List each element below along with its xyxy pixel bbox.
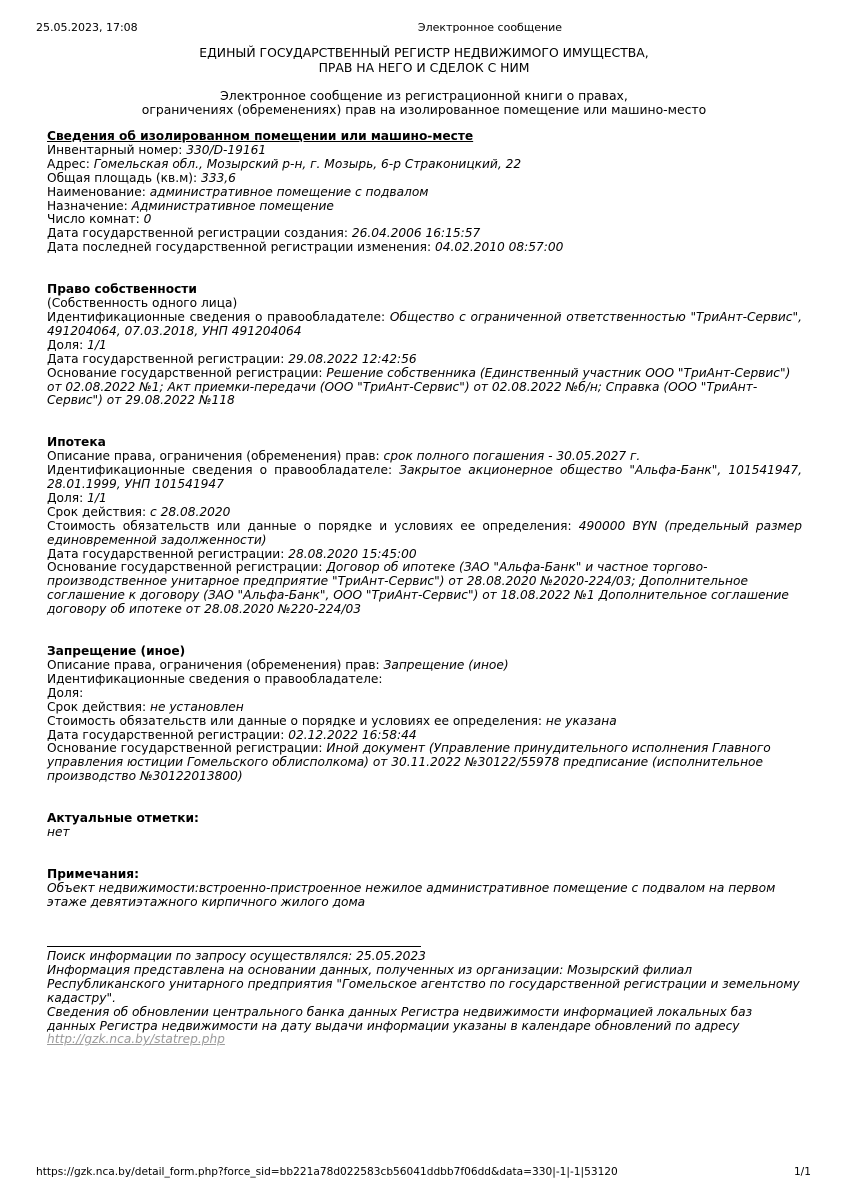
inventory-number-value: 330/D-19161 xyxy=(186,142,267,157)
document-title-line-2: ПРАВ НА НЕГО И СДЕЛОК С НИМ xyxy=(318,60,530,75)
mortgage-basis-label: Основание государственной регистрации: xyxy=(47,560,327,575)
change-date-value: 04.02.2010 08:57:00 xyxy=(434,240,564,255)
purpose-value: Административное помещение xyxy=(131,198,334,213)
document-subtitle-line-1: Электронное сообщение из регистрационной книги о правах, xyxy=(220,88,628,103)
ban-reg-date-label: Дата государственной регистрации: xyxy=(47,727,289,742)
mortgage-term-row xyxy=(47,506,802,520)
ban-desc-row xyxy=(47,659,802,673)
ownership-holder-value: Общество с ограниченной ответственностью "ТриАнт-Сервис", 491204064, 07.03.2018, УНП 491204064 xyxy=(47,309,802,338)
ban-cost-label: Стоимость обязательств или данные о порядке и условиях ее определения: xyxy=(47,713,546,728)
ban-reg-date-value: 02.12.2022 16:58:44 xyxy=(288,727,417,742)
marks-heading: Актуальные отметки: xyxy=(47,811,199,826)
document-subtitle xyxy=(0,89,848,117)
area-label: Общая площадь (кв.м): xyxy=(47,170,202,185)
mortgage-desc-row xyxy=(47,450,802,464)
name-row xyxy=(47,186,802,200)
purpose-label: Назначение: xyxy=(47,198,132,213)
notes-section xyxy=(47,868,802,910)
address-label: Адрес: xyxy=(47,156,94,171)
document-subtitle-line-2: ограничениях (обременениях) прав на изолированное помещение или машино-место xyxy=(141,102,707,117)
ban-term-label: Срок действия: xyxy=(47,699,150,714)
ownership-basis-label: Основание государственной регистрации: xyxy=(47,365,327,380)
document-title xyxy=(0,45,848,75)
inventory-number-row xyxy=(47,144,802,158)
ban-share-row: Доля: xyxy=(47,685,84,700)
document-content xyxy=(47,130,802,910)
mortgage-share-value: 1/1 xyxy=(87,490,107,505)
premises-heading: Сведения об изолированном помещении или машино-месте xyxy=(47,129,474,143)
ownership-basis-value: Решение собственника (Единственный участник ООО "ТриАнт-Сервис") от 02.08.2022 №1; Акт приемки-передачи (ООО "ТриАнт-Сервис") от 02.08.2022 №б/н; Справка (ООО "ТриАнт-Сервис") от 29.08.2022 №118 xyxy=(47,365,791,408)
mortgage-cost-value: 490000 BYN (предельный размер единовременной задолженности) xyxy=(47,518,802,547)
ownership-share-row xyxy=(47,339,802,353)
rooms-label: Число комнат: xyxy=(47,212,144,227)
ban-section xyxy=(47,645,802,784)
document-title-line-1: ЕДИНЫЙ ГОСУДАРСТВЕННЫЙ РЕГИСТР НЕДВИЖИМОГО ИМУЩЕСТВА, xyxy=(199,45,649,60)
mortgage-basis-row xyxy=(47,561,802,617)
footnote-source: Информация представлена на основании данных, полученных из организации: Мозырский филиал Республиканского унитарного предприятия "Гомельское агентство по государственной регистрации и земельному кадастру". xyxy=(47,962,800,1005)
footnote-divider xyxy=(47,946,421,947)
ownership-type: (Собственность одного лица) xyxy=(47,296,238,311)
rooms-row xyxy=(47,213,802,227)
mortgage-holder-row xyxy=(47,464,802,492)
premises-section xyxy=(47,130,802,255)
area-row xyxy=(47,172,802,186)
marks-value: нет xyxy=(47,825,70,840)
ownership-share-value: 1/1 xyxy=(87,337,107,352)
ban-cost-value: не указана xyxy=(545,713,617,728)
mortgage-desc-label: Описание права, ограничения (обременения) прав: xyxy=(47,449,384,464)
print-datetime: 25.05.2023, 17:08 xyxy=(36,21,138,34)
mortgage-cost-row xyxy=(47,520,802,548)
ban-heading: Запрещение (иное) xyxy=(47,644,186,659)
mortgage-holder-value: Закрытое акционерное общество "Альфа-Банк", 101541947, 28.01.1999, УНП 101541947 xyxy=(47,463,803,492)
mortgage-basis-value: Договор об ипотеке (ЗАО "Альфа-Банк" и частное торгово-производственное унитарное предприятие "ТриАнт-Сервис") от 28.08.2020 №2020-224/03; Дополнительное соглашение к договору (ЗАО "Альфа-Банк", ООО "ТриАнт-Сервис") от 18.08.2022 №1 Дополнительное соглашение договору об ипотеке от 28.08.2020 №220-224/03 xyxy=(47,560,789,617)
ownership-share-label: Доля: xyxy=(47,337,88,352)
mortgage-cost-label: Стоимость обязательств или данные о порядке и условиях ее определения: xyxy=(47,518,579,533)
ban-basis-row xyxy=(47,742,802,784)
mortgage-reg-date-row xyxy=(47,548,802,562)
ban-basis-value: Иной документ (Управление принудительного исполнения Главного управления юстиции Гомельского облисполкома) от 30.11.2022 №30122/55978 предписание (исполнительное производство №30122013800) xyxy=(47,741,771,784)
mortgage-holder-label: Идентификационные сведения о правообладателе: xyxy=(47,463,400,478)
notes-value: Объект недвижимости:встроенно-пристроенное нежилое административное помещение с подвалом на первом этаже девятиэтажного кирпичного жилого дома xyxy=(47,880,776,909)
change-date-label: Дата последней государственной регистрации изменения: xyxy=(47,240,435,255)
ownership-reg-date-label: Дата государственной регистрации: xyxy=(47,351,289,366)
print-footer-url: https://gzk.nca.by/detail_form.php?force_sid=bb221a78d022583cb56041ddbb7f06dd&data=330|-1|-1|53120 xyxy=(36,1166,618,1178)
mortgage-desc-value: срок полного погашения - 30.05.2027 г. xyxy=(383,449,641,464)
ban-holder-row: Идентификационные сведения о правообладателе: xyxy=(47,671,383,686)
change-date-row xyxy=(47,241,802,255)
name-label: Наименование: xyxy=(47,184,150,199)
mortgage-section xyxy=(47,436,802,617)
ban-basis-label: Основание государственной регистрации: xyxy=(47,741,327,756)
mortgage-share-label: Доля: xyxy=(47,490,88,505)
page-number: 1/1 xyxy=(793,1166,811,1178)
creation-date-label: Дата государственной регистрации создания: xyxy=(47,226,352,241)
inventory-number-label: Инвентарный номер: xyxy=(47,142,187,157)
mortgage-term-label: Срок действия: xyxy=(47,504,150,519)
ownership-section xyxy=(47,283,802,408)
rooms-value: 0 xyxy=(143,212,152,227)
notes-heading: Примечания: xyxy=(47,866,139,881)
address-row xyxy=(47,158,802,172)
area-value: 333,6 xyxy=(201,170,236,185)
ownership-reg-date-value: 29.08.2022 12:42:56 xyxy=(288,351,417,366)
marks-section xyxy=(47,812,802,840)
mortgage-heading: Ипотека xyxy=(47,435,106,450)
footnote-update-info: Сведения об обновлении центрального банка данных Регистра недвижимости информацией локальных баз данных Регистра недвижимости на дату выдачи информации указаны в календаре обновлений по адресу xyxy=(47,1004,753,1033)
footnote-search-date: Поиск информации по запросу осуществлялся: 25.05.2023 xyxy=(47,949,426,963)
ownership-reg-date-row xyxy=(47,353,802,367)
ownership-holder-label: Идентификационные сведения о правообладателе: xyxy=(47,309,390,324)
ban-term-row xyxy=(47,701,802,715)
ownership-basis-row xyxy=(47,367,802,409)
mortgage-share-row xyxy=(47,492,802,506)
name-value: административное помещение с подвалом xyxy=(149,184,429,199)
ban-term-value: не установлен xyxy=(150,699,244,714)
ban-desc-label: Описание права, ограничения (обременения) прав: xyxy=(47,658,384,672)
statrep-link[interactable]: http://gzk.nca.by/statrep.php xyxy=(47,1032,225,1047)
print-header-title: Электронное сообщение xyxy=(417,21,563,34)
ownership-holder-row xyxy=(47,311,802,339)
creation-date-row xyxy=(47,227,802,241)
footnote xyxy=(47,950,802,1047)
mortgage-reg-date-value: 28.08.2020 15:45:00 xyxy=(288,546,417,561)
purpose-row xyxy=(47,200,802,214)
ban-reg-date-row xyxy=(47,729,802,743)
ban-cost-row xyxy=(47,715,802,729)
mortgage-term-value: с 28.08.2020 xyxy=(150,504,231,519)
ban-desc-value: Запрещение (иное) xyxy=(383,658,509,672)
address-value: Гомельская обл., Мозырский р-н, г. Мозырь, 6-р Страконицкий, 22 xyxy=(93,156,522,171)
creation-date-value: 26.04.2006 16:15:57 xyxy=(351,226,481,241)
mortgage-reg-date-label: Дата государственной регистрации: xyxy=(47,546,289,561)
ownership-heading: Право собственности xyxy=(47,282,197,297)
